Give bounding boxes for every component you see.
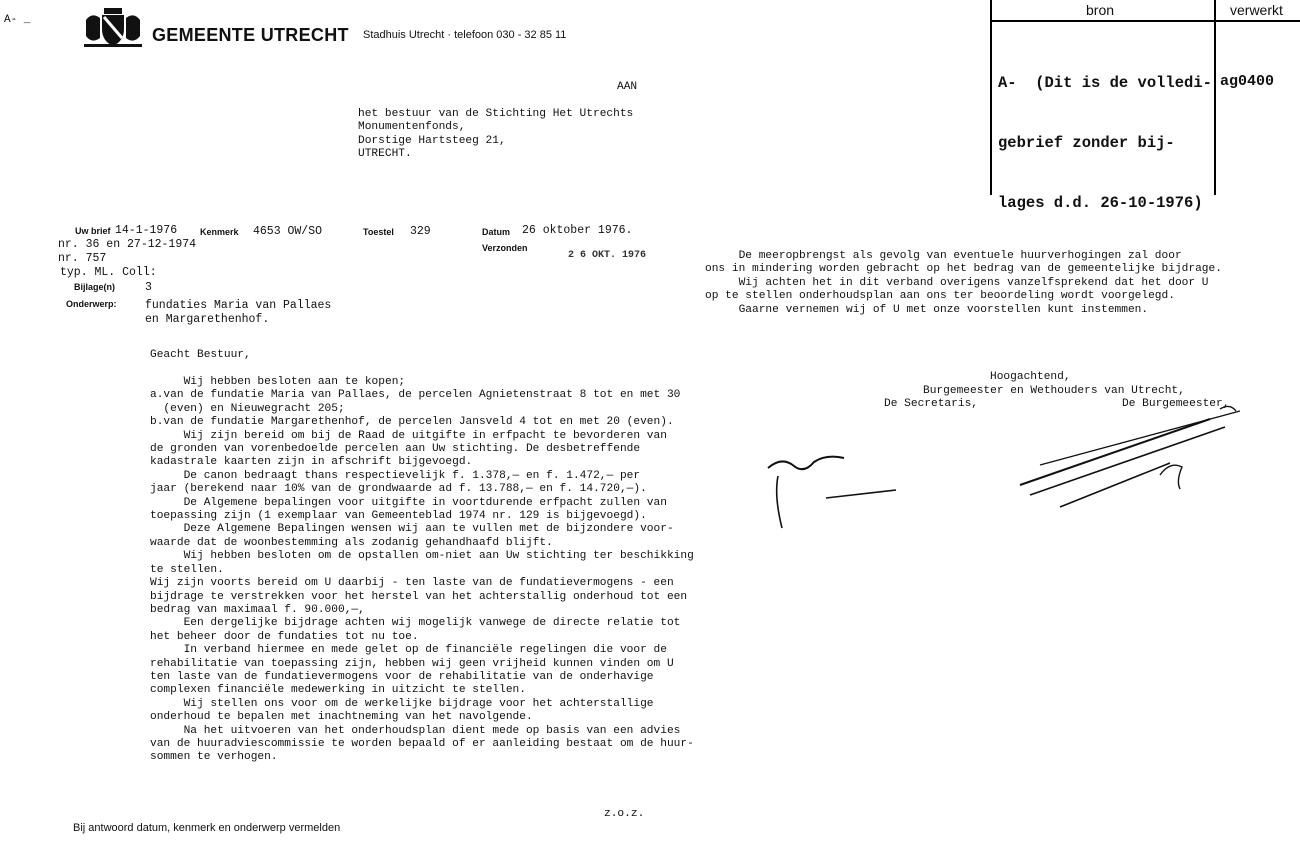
burgemeester-signature [1010, 405, 1260, 515]
body-line: kadastrale kaarten zijn in afschrift bijgevoegd. [150, 456, 473, 469]
body-line: de gronden van vorenbedoelde percelen aan Uw stichting. De desbetreffende [150, 443, 641, 456]
corner-mark: A- _ [4, 14, 31, 26]
onderwerp-line: fundaties Maria van Pallaes [145, 299, 332, 312]
zoz-mark: z.o.z. [604, 808, 645, 820]
page2-line: De meeropbrengst als gevolg van eventuele huurverhogingen zal door [705, 250, 1182, 262]
body-line: (even) en Nieuwegracht 205; [150, 402, 345, 415]
body-line: onderhoud te bepalen met inachtneming van het navolgende. [150, 711, 533, 724]
letterhead-org-name: GEMEENTE UTRECHT [152, 25, 349, 45]
verzonden-stamp: 2 6 OKT. 1976 [568, 250, 647, 261]
letterhead-address: Stadhuis Utrecht · telefoon 030 - 32 85 11 [363, 29, 567, 41]
body-line: In verband hiermee en mede gelet op de financiële regelingen die voor de [150, 644, 667, 657]
body-line: waarde dat de woonbestemming als zodanig gehandhaafd blijft. [150, 536, 553, 549]
typ-line: typ. ML. Coll: [60, 266, 157, 279]
toestel-label: Toestel [363, 227, 394, 237]
stamp-header-verwerkt: verwerkt [1230, 2, 1283, 18]
body-line: Wij zijn voorts bereid om U daarbij - ten laste van de fundatievermogens - een [150, 577, 674, 590]
bijlagen-label: Bijlage(n) [74, 282, 116, 292]
body-line: sommen te verhogen. [150, 751, 278, 764]
stamp-verwerkt-value: ag0400 [1220, 73, 1275, 90]
uw-brief-extra: nr. 757 [58, 252, 107, 265]
body-line: a.van de fundatie Maria van Pallaes, de percelen Agnietenstraat 8 tot en met 30 [150, 389, 681, 402]
body-line: het beheer door de fundaties tot nu toe. [150, 630, 419, 643]
stamp-bron-text: A- (Dit is de volledi- gebrief zonder bij- lages d.d. 26-10-1976) [998, 74, 1212, 212]
body-line: b.van de fundatie Margarethenhof, de percelen Jansveld 4 tot en met 20 (even). [150, 416, 674, 429]
onderwerp-label: Onderwerp: [66, 299, 117, 309]
bijlagen-value: 3 [145, 281, 152, 294]
addressee-block [358, 108, 633, 162]
letter-body [150, 376, 694, 765]
body-line: Wij hebben besloten aan te kopen; [150, 376, 406, 388]
addressee-line: het bestuur van de Stichting Het Utrechts [358, 108, 634, 120]
page2-line: Wij achten het in dit verband overigens vanzelfsprekend dat het door U [705, 276, 1209, 289]
archive-stamp [990, 0, 1300, 212]
body-line: De Algemene bepalingen voor uitgifte in voortdurende erfpacht zullen van [150, 496, 667, 509]
kenmerk-label: Kenmerk [200, 227, 239, 237]
onderwerp-line: en Margarethenhof. [145, 313, 270, 326]
body-line: Wij hebben besloten om de opstallen om-niet aan Uw stichting ter beschikking [150, 550, 694, 563]
body-line: De canon bedraagt thans respectievelijk f. 1.378,— en f. 1.472,— per [150, 469, 641, 482]
body-line: bijdrage te verstrekken voor het herstel van het achterstallig onderhoud tot een [150, 590, 688, 603]
page2-line: Gaarne vernemen wij of U met onze voorstellen kunt instemmen. [705, 303, 1149, 316]
body-line: bedrag van maximaal f. 90.000,—, [150, 603, 365, 616]
kenmerk-value: 4653 OW/SO [253, 225, 323, 238]
body-line: te stellen. [150, 563, 224, 576]
page2-line: ons in mindering worden gebracht op het bedrag van de gemeentelijke bijdrage. [705, 263, 1222, 276]
addressee-line: UTRECHT. [358, 148, 412, 161]
verzonden-label: Verzonden [482, 243, 528, 253]
page2-line: op te stellen onderhoudsplan aan ons ter beoordeling wordt voorgelegd. [705, 290, 1175, 303]
page2-body [705, 250, 1222, 317]
toestel-value: 329 [410, 225, 431, 238]
uw-brief-extra: nr. 36 en 27-12-1974 [58, 238, 197, 251]
closing-college: Burgemeester en Wethouders van Utrecht, [923, 385, 1185, 397]
body-line: Na het uitvoeren van het onderhoudsplan dient mede op basis van een advies [150, 724, 681, 737]
city-coat-of-arms-icon [82, 6, 144, 50]
secretaris-signature [760, 440, 920, 540]
body-line: rehabilitatie van toepassing zijn, hebben wij geen vrijheid kunnen vinden om U [150, 657, 674, 670]
closing-hoogachtend: Hoogachtend, [990, 371, 1071, 383]
body-line: Deze Algemene Bepalingen wensen wij aan te vullen met de bijzondere voor- [150, 523, 674, 536]
stamp-header-bron: bron [1086, 2, 1115, 18]
salutation: Geacht Bestuur, [150, 349, 251, 361]
body-line: complexen financiële medewerking in uitzicht te stellen. [150, 684, 526, 697]
addressee-aan: AAN [617, 81, 638, 93]
uw-brief-value: 14-1-1976 [115, 224, 178, 237]
body-line: ten laste van de fundatievermogens voor de rehabilitatie van de onderhavige [150, 670, 654, 683]
addressee-line: Dorstige Hartsteeg 21, [358, 134, 506, 147]
body-line: Wij zijn bereid om bij de Raad de uitgifte in erfpacht te bevorderen van [150, 429, 667, 442]
addressee-line: Monumentenfonds, [358, 121, 466, 134]
uw-brief-label: Uw brief [75, 226, 111, 236]
closing-secretaris: De Secretaris, [884, 398, 978, 410]
datum-value: 26 oktober 1976. [522, 224, 633, 237]
closing-burgemeester: De Burgemeester, [1122, 398, 1230, 410]
body-line: Wij stellen ons voor om de werkelijke bijdrage voor het achterstallige [150, 697, 654, 710]
body-line: van de huuradviescommissie te worden bepaald of er aanleiding bestaat om de huur- [150, 737, 694, 750]
body-line: toepassing zijn (1 exemplaar van Gemeenteblad 1974 nr. 129 is bijgevoegd). [150, 510, 647, 523]
datum-label: Datum [482, 227, 511, 237]
body-line: jaar (berekend naar 10% van de grondwaarde ad f. 13.788,— en f. 14.720,—). [150, 483, 647, 496]
footer-note: Bij antwoord datum, kenmerk en onderwerp vermelden [73, 822, 341, 834]
body-line: Een dergelijke bijdrage achten wij mogelijk vanwege de directe relatie tot [150, 617, 681, 630]
